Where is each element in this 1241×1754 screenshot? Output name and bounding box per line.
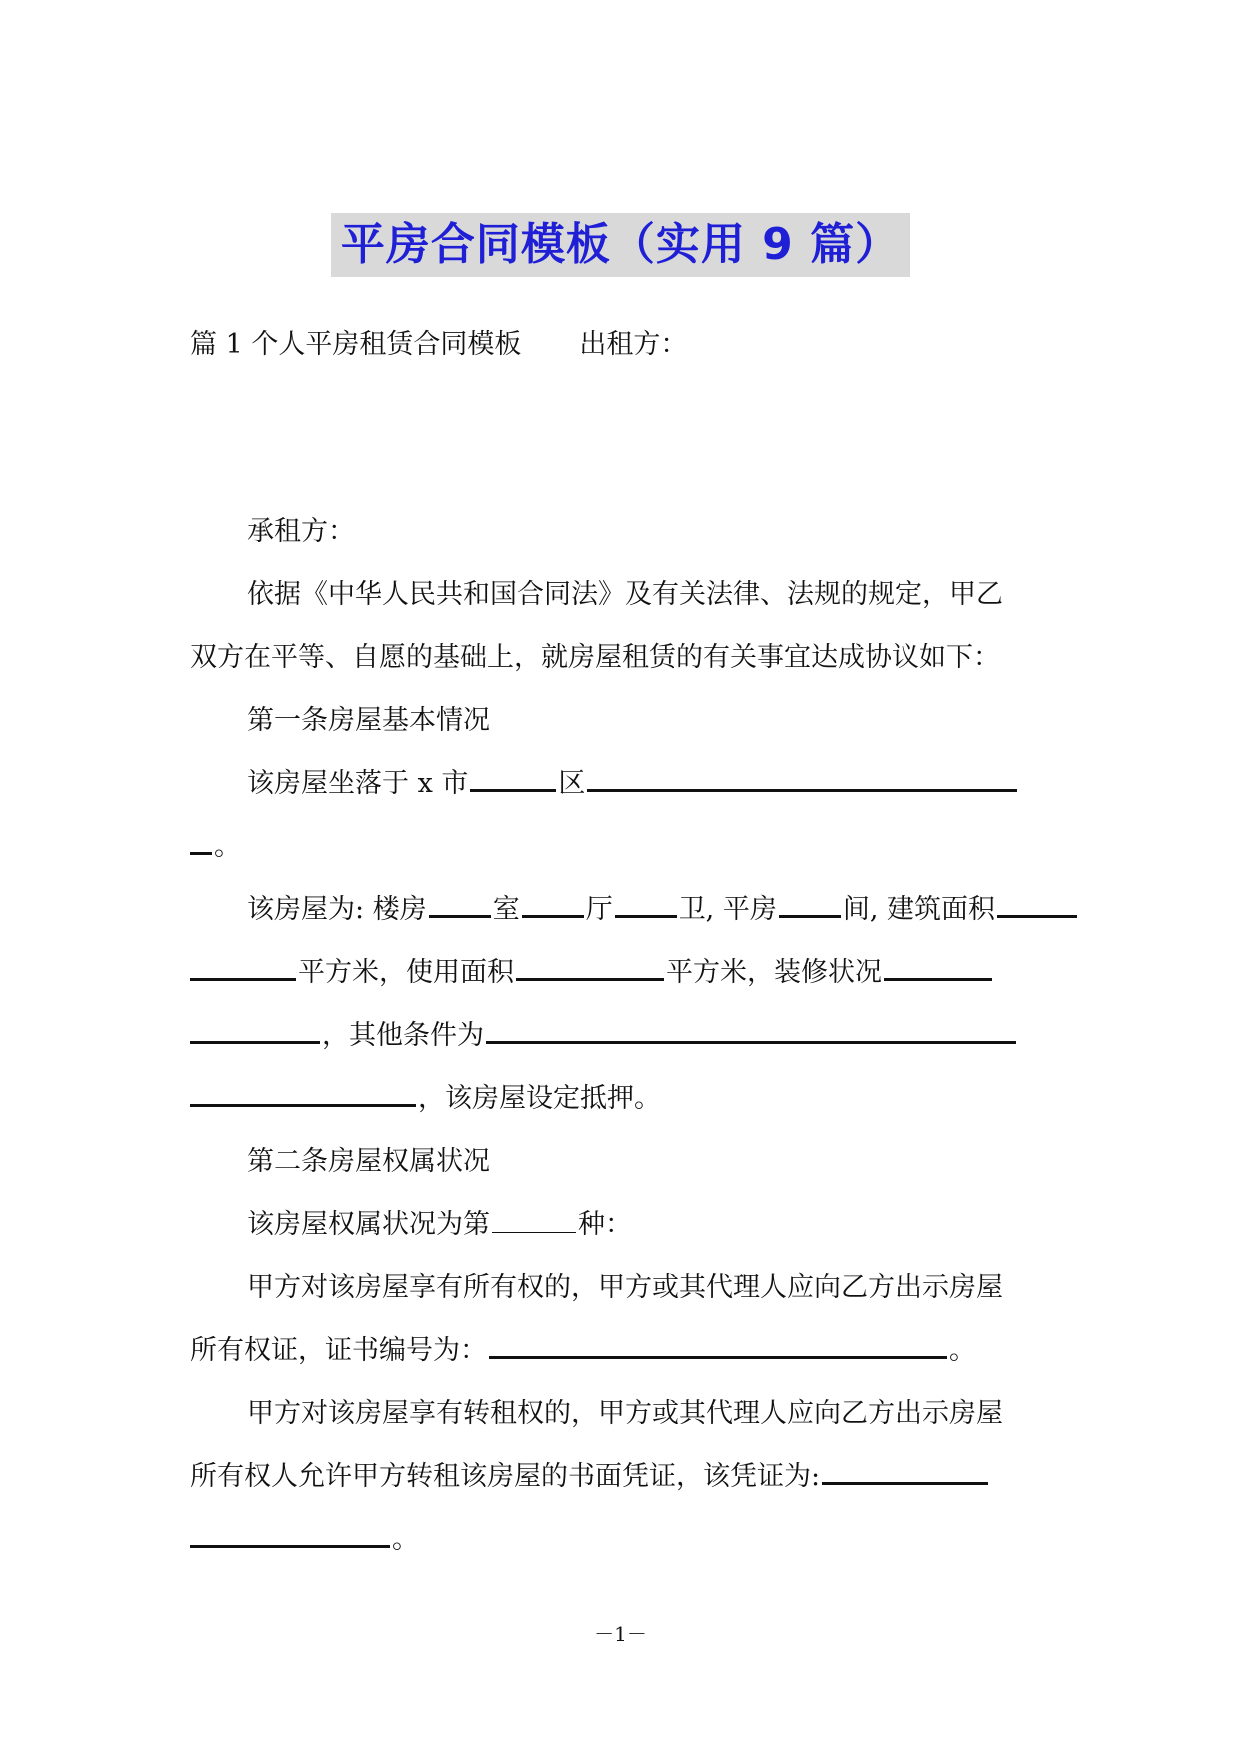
- other-conditions-blank-cont[interactable]: [190, 1080, 416, 1107]
- building-area-blank[interactable]: [997, 891, 1077, 918]
- title-container: [0, 213, 1241, 277]
- jian-label: 间, 建筑面积: [842, 894, 996, 925]
- ownership-line-1: [247, 1268, 1060, 1308]
- voucher-blank[interactable]: [822, 1458, 988, 1485]
- mortgage-text: ，该房屋设定抵押。: [418, 1083, 661, 1114]
- address-blank-cont[interactable]: [190, 828, 212, 855]
- location-line: [247, 764, 1060, 804]
- intro-line-1: [247, 575, 1060, 615]
- document-title: 平房合同模板（实用 9 篇）: [331, 213, 910, 277]
- ownership-kind-blank[interactable]: [492, 1208, 576, 1233]
- ownership-kind-prefix: 该房屋权属状况为第: [247, 1209, 490, 1240]
- ownership-kind-suffix: 种：: [578, 1209, 632, 1240]
- intro-text-2: 双方在平等、自愿的基础上，就房屋租赁的有关事宜达成协议如下：: [190, 642, 1000, 673]
- sublet-voucher-prefix: 所有权人允许甲方转租该房屋的书面凭证，该凭证为:: [190, 1461, 821, 1492]
- sublet-line-1: [247, 1394, 1060, 1434]
- other-conditions-blank[interactable]: [486, 1017, 1016, 1044]
- bath-count-blank[interactable]: [615, 891, 677, 918]
- district-label: 区: [558, 768, 586, 799]
- decoration-blank[interactable]: [884, 954, 992, 981]
- other-conditions-label: ，其他条件为: [322, 1020, 484, 1051]
- sublet-voucher-end: 。: [392, 1524, 419, 1555]
- hall-count-blank[interactable]: [522, 891, 584, 918]
- building-area-blank-cont[interactable]: [190, 954, 296, 981]
- room-label: 室: [492, 894, 520, 925]
- page-footer: [0, 1620, 1241, 1648]
- mortgage-line: [190, 1079, 1060, 1119]
- area-line: [190, 953, 1060, 993]
- ownership-text-1: 甲方对该房屋享有所有权的，甲方或其代理人应向乙方出示房屋: [247, 1272, 1003, 1303]
- location-end: 。: [214, 831, 241, 862]
- voucher-blank-cont[interactable]: [190, 1521, 390, 1548]
- sqm-decor-label: 平方米，装修状况: [666, 957, 882, 988]
- ownership-cert-end: 。: [949, 1335, 976, 1366]
- address-blank[interactable]: [587, 765, 1017, 792]
- sqm-use-label: 平方米，使用面积: [298, 957, 514, 988]
- article2-title-text: 第二条房屋权属状况: [247, 1146, 490, 1177]
- jian-count-blank[interactable]: [779, 891, 841, 918]
- article2-title: [247, 1142, 1060, 1182]
- intro-text-1: 依据《中华人民共和国合同法》及有关法律、法规的规定，甲乙: [247, 579, 1003, 610]
- house-type-prefix: 该房屋为: 楼房: [247, 894, 427, 925]
- house-type-line: [247, 890, 1060, 930]
- article1-title: [247, 701, 1060, 741]
- lessee-label: 承租方：: [247, 516, 355, 547]
- use-area-blank[interactable]: [516, 954, 664, 981]
- page-number: －1－: [594, 1622, 647, 1646]
- chapter-heading-line: [190, 325, 1060, 365]
- chapter-title: 篇 1 个人平房租赁合同模板: [190, 329, 522, 360]
- sublet-line-2: [190, 1457, 1060, 1497]
- city-blank[interactable]: [470, 765, 556, 792]
- certificate-number-blank[interactable]: [489, 1332, 947, 1359]
- other-conditions-line: [190, 1016, 1060, 1056]
- ownership-line-2: [190, 1331, 1060, 1371]
- lessee-line: [247, 512, 1060, 552]
- ownership-kind-line: [247, 1205, 1060, 1245]
- hall-label: 厅: [585, 894, 613, 925]
- room-count-blank[interactable]: [429, 891, 491, 918]
- decoration-blank-cont[interactable]: [190, 1017, 320, 1044]
- sublet-line-3: [190, 1520, 1060, 1560]
- location-prefix: 该房屋坐落于 x 市: [247, 768, 469, 799]
- bath-label: 卫, 平房: [678, 894, 777, 925]
- ownership-cert-prefix: 所有权证，证书编号为：: [190, 1335, 487, 1366]
- lessor-label: 出租方：: [579, 329, 688, 360]
- sublet-text-1: 甲方对该房屋享有转租权的，甲方或其代理人应向乙方出示房屋: [247, 1398, 1003, 1429]
- article1-title-text: 第一条房屋基本情况: [247, 705, 490, 736]
- location-line-2: [190, 827, 1060, 867]
- intro-line-2: [190, 638, 1060, 678]
